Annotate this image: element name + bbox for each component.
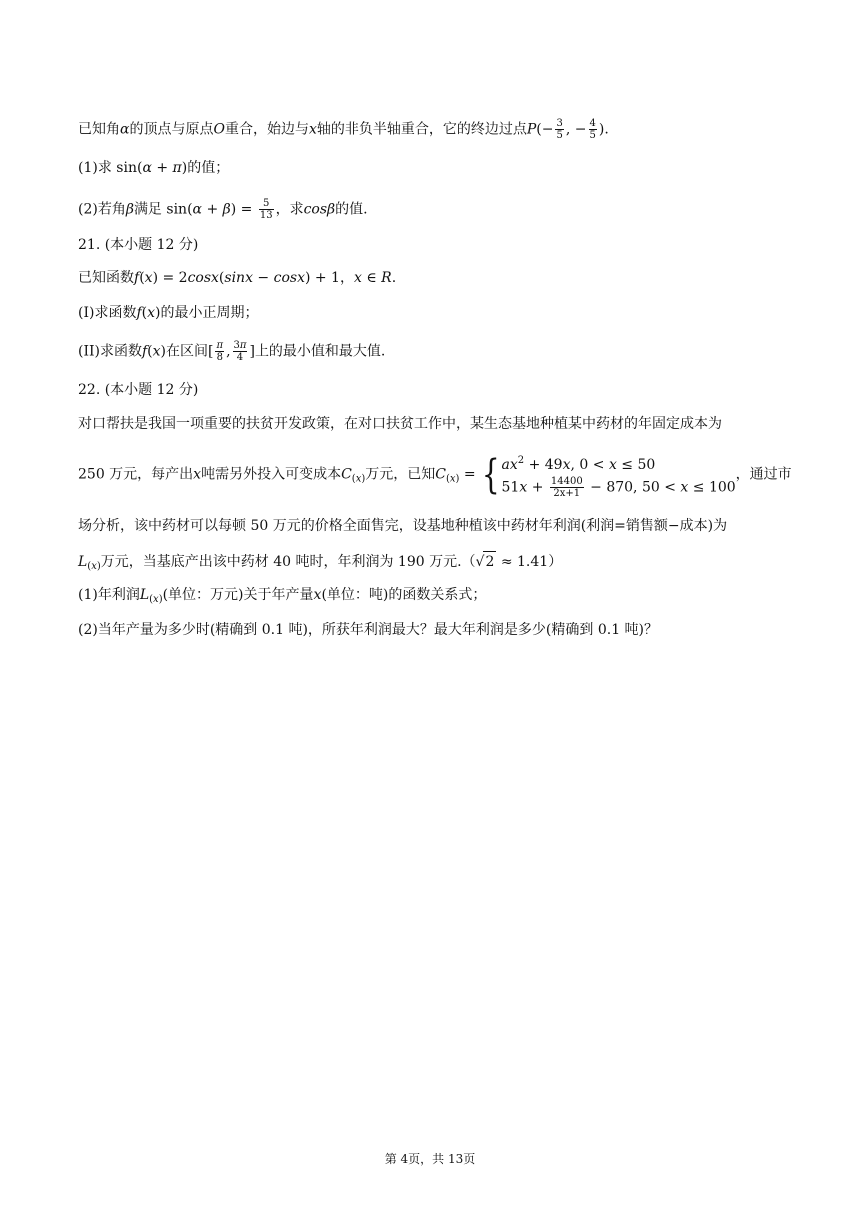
- q20-part2-tail: 求: [289, 201, 304, 218]
- q22-line1: 对口帮扶是我国一项重要的扶贫开发政策，在对口扶贫工作中，某生态基地种植某中药材的年固定成本为: [78, 416, 722, 432]
- piecewise-cases: $ax^2 + 49x$, 0 < x ≤ 50 51x + $\frac{14400}{2x+1}$ − 870, 50 < x ≤ 100: [501, 455, 736, 499]
- q21-intro-text: 已知函数: [78, 270, 134, 286]
- q21-part1: (I)求函数f(x)的最小正周期；: [78, 305, 259, 321]
- q22-line2-c: 万元，已知: [365, 466, 436, 483]
- q20-part2-end: 的值.: [335, 201, 368, 218]
- q22-line4-c: ）: [548, 554, 563, 570]
- point-name: P: [526, 121, 537, 138]
- q20-intro-text-c: 重合，始边与: [224, 121, 309, 138]
- q21-part2-label: (II)求函数: [78, 343, 142, 360]
- frac-pi-8: $\frac{\pi}{8}$: [216, 340, 224, 363]
- q20-part2: (2)若角β满足 sin(α + β) = $\frac{5}{13}$ ，求cosβ的值.: [78, 198, 368, 221]
- q21-intro-tail: ，: [339, 270, 354, 286]
- q20-intro-text-b: 的顶点与原点: [129, 121, 214, 138]
- q22-heading: 22. (本小题 12 分): [78, 382, 199, 398]
- q22-line2-b: 吨需另外投入可变成本: [201, 466, 342, 483]
- q20-part2-mid: 满足: [133, 201, 162, 218]
- q20-intro-text-d: 轴的非负半轴重合，它的终边过点: [316, 121, 527, 138]
- q22-line2-d: ，通过市: [735, 466, 792, 483]
- q22-part2: (2)当年产量为多少时(精确到 0.1 吨)，所获年利润最大？最大年利润是多少(精确到 0.1 吨)？: [78, 622, 659, 638]
- q21-part2-tail: 上的最小值和最大值.: [254, 343, 386, 360]
- q21-part2: (II)求函数f(x)在区间[ $\frac{\pi}{8}$ , $\frac{3\pi}{4}$ ]上的最小值和最大值.: [78, 340, 386, 363]
- frac-4-5: $\frac{4}{5}$: [589, 118, 596, 141]
- frac-3-5: $\frac{3}{5}$: [556, 118, 563, 141]
- q21-heading: 21. (本小题 12 分): [78, 237, 199, 253]
- q21-part1-tail: 的最小正周期；: [160, 305, 259, 321]
- q21-intro: 已知函数f(x) = 2cosx(sinx − cosx) + 1，x ∈ R.: [78, 270, 397, 286]
- q20-intro: 已知角α的顶点与原点O重合，始边与x轴的非负半轴重合，它的终边过点P(− $\frac{3}{5}$ , − $\frac{4}{5}$ ).: [78, 118, 609, 141]
- piecewise-brace: {: [481, 451, 500, 498]
- q22-part1-label: (1)年利润: [78, 587, 140, 603]
- q22-line2-a: 250 万元，每产出: [78, 466, 194, 483]
- frac-5-13: $\frac{5}{13}$: [259, 198, 273, 221]
- q22-line2: 250 万元，每产出x吨需另外投入可变成本$C_{(x)}$万元，已知$C_{(x)}$ = { $ax^2 + 49x$, 0 < x ≤ 50 51x + $\frac{14400}{2x+1}$ − 870, 50 < x ≤ 100 ，通过市: [78, 451, 792, 499]
- q21-part2-mid: 在区间: [166, 343, 209, 360]
- q20-part1-tail: 的值；: [187, 160, 230, 176]
- q22-line4: $L_{(x)}$万元，当基底产出该中药材 40 吨时，年利润为 190 万元.（√2 ≈ 1.41）: [78, 551, 778, 577]
- q20-intro-text-a: 已知角: [78, 121, 120, 138]
- q22-part1-mid: (单位：万元)关于年产量: [162, 587, 314, 603]
- q20-part1: (1)求 sin(α + π)的值；: [78, 160, 230, 176]
- q20-part1-label: (1)求: [78, 160, 112, 176]
- q22-line3: 场分析，该中药材可以每顿 50 万元的价格全面售完，设基地种植该中药材年利润(利润=销售额−成本)为: [78, 518, 728, 534]
- q20-part2-label: (2)若角: [78, 201, 126, 218]
- q22-line4-b: 万元，当基底产出该中药材 40 吨时，年利润为 190 万元.（: [100, 554, 476, 570]
- page-footer: 第 4页，共 13页: [384, 1152, 476, 1166]
- q21-part1-label: (I)求函数: [78, 305, 137, 321]
- q22-part1: (1)年利润$L_{(x)}$(单位：万元)关于年产量x(单位：吨)的函数关系式；: [78, 587, 487, 605]
- frac-3pi-4: $\frac{3\pi}{4}$: [233, 340, 247, 363]
- q22-part1-tail: (单位：吨)的函数关系式；: [321, 587, 487, 603]
